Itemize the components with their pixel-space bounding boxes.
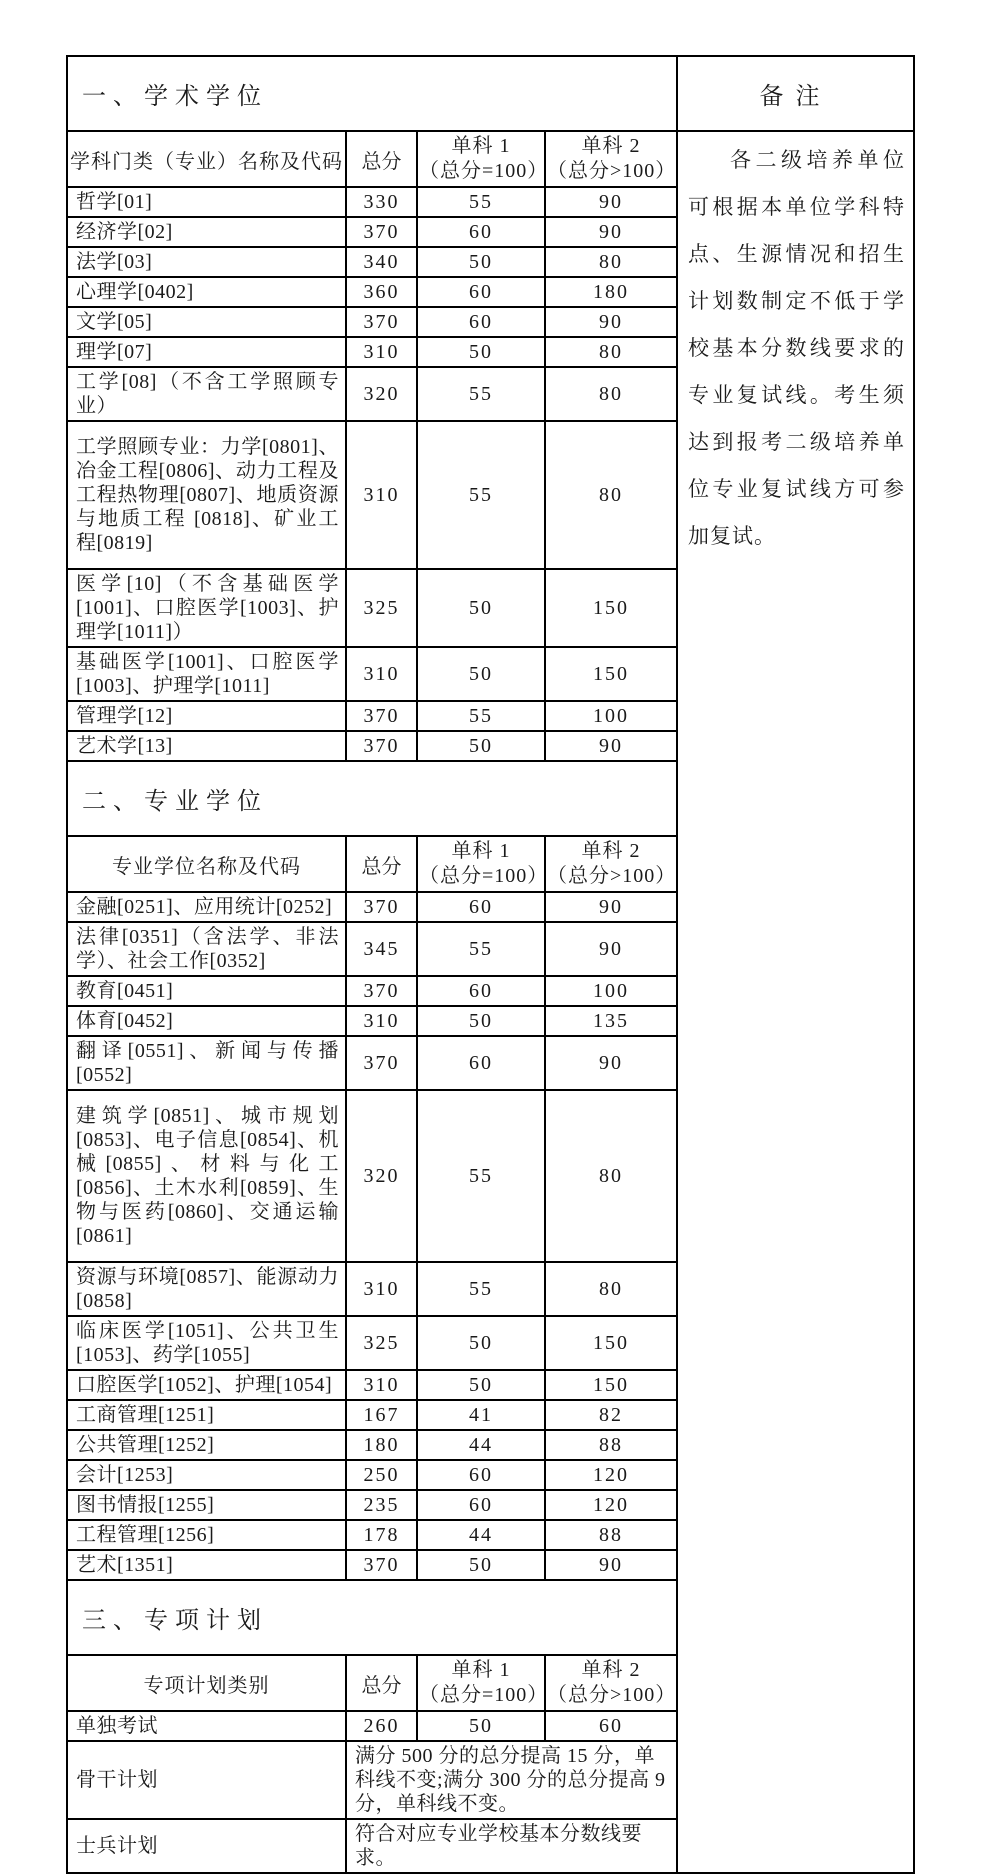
- total-score-cell: 360: [346, 277, 417, 307]
- subject-label-cell: 文学[05]: [68, 307, 346, 337]
- total-score-cell: 370: [346, 1550, 417, 1579]
- label-column-header: 学科门类（专业）名称及代码: [68, 132, 346, 187]
- total-column-header: 总分: [346, 1656, 417, 1711]
- sub1-score-cell: 60: [417, 277, 545, 307]
- table-row: [68, 1741, 676, 1819]
- table-row: [68, 892, 676, 922]
- subject-label-cell: 临床医学[1051]、公共卫生[1053]、药学[1055]: [68, 1316, 346, 1370]
- sub1-score-cell: 50: [417, 1006, 545, 1036]
- sub1-score-cell: 55: [417, 187, 545, 217]
- table-row: [68, 1711, 676, 1741]
- sub1-score-cell: 55: [417, 367, 545, 421]
- table-row: [68, 337, 676, 367]
- sub2-score-cell: 60: [545, 1711, 676, 1741]
- sub2-header-line1: 单科 2: [581, 840, 641, 862]
- subject-label-cell: 医学[10]（不含基础医学[1001]、口腔医学[1003]、护理学[1011]）: [68, 569, 346, 647]
- table-row: [68, 307, 676, 337]
- total-score-cell: 310: [346, 1262, 417, 1316]
- sub2-header-line2: （总分>100）: [547, 160, 677, 182]
- table-row: [68, 187, 676, 217]
- subject-label-cell: 图书情报[1255]: [68, 1490, 346, 1520]
- sub1-header-line1: 单科 1: [451, 135, 511, 157]
- table-header-row: [68, 1656, 676, 1711]
- sub2-header-line1: 单科 2: [581, 1659, 641, 1681]
- subject-label-cell: 资源与环境[0857]、能源动力[0858]: [68, 1262, 346, 1316]
- total-score-cell: 310: [346, 1370, 417, 1400]
- table-row: [68, 731, 676, 760]
- section-table-wrap: [68, 132, 676, 762]
- subject-label-cell: 会计[1253]: [68, 1460, 346, 1490]
- sub1-score-cell: 50: [417, 1711, 545, 1741]
- sub1-score-cell: 50: [417, 647, 545, 701]
- sub2-score-cell: 90: [545, 217, 676, 247]
- sub2-column-header: [545, 132, 676, 187]
- section: [68, 57, 676, 762]
- subject-label-cell: 工学[08]（不含工学照顾专业）: [68, 367, 346, 421]
- total-score-cell: 325: [346, 1316, 417, 1370]
- section: [68, 1581, 676, 1872]
- table-row: [68, 1090, 676, 1262]
- total-score-cell: 370: [346, 1036, 417, 1090]
- sub2-header-line1: 单科 2: [581, 135, 641, 157]
- sub2-score-cell: 100: [545, 976, 676, 1006]
- sub1-score-cell: 50: [417, 569, 545, 647]
- label-column-header: 专业学位名称及代码: [68, 837, 346, 892]
- total-score-cell: 167: [346, 1400, 417, 1430]
- sub2-score-cell: 90: [545, 1550, 676, 1579]
- total-score-cell: 310: [346, 647, 417, 701]
- total-score-cell: 310: [346, 421, 417, 569]
- subject-label-cell: 艺术[1351]: [68, 1550, 346, 1579]
- subject-label-cell: 士兵计划: [68, 1819, 346, 1872]
- subject-label-cell: 工程管理[1256]: [68, 1520, 346, 1550]
- sub2-score-cell: 90: [545, 731, 676, 760]
- sub2-score-cell: 90: [545, 1036, 676, 1090]
- section-title: 三、专项计划: [68, 1581, 676, 1656]
- sub2-score-cell: 90: [545, 187, 676, 217]
- table-row: [68, 1520, 676, 1550]
- sub1-score-cell: 55: [417, 421, 545, 569]
- subject-label-cell: 公共管理[1252]: [68, 1430, 346, 1460]
- subject-label-cell: 艺术学[13]: [68, 731, 346, 760]
- sub2-header-line2: （总分>100）: [547, 865, 677, 887]
- total-score-cell: 370: [346, 307, 417, 337]
- total-score-cell: 370: [346, 731, 417, 760]
- sub1-score-cell: 60: [417, 1460, 545, 1490]
- table-row: [68, 1460, 676, 1490]
- subject-label-cell: 法律[0351]（含法学、非法学）、社会工作[0352]: [68, 922, 346, 976]
- remarks-text: 各二级培养单位可根据本单位学科特点、生源情况和招生计划数制定不低于学校基本分数线要求的专业复试线。考生须达到报考二级培养单位专业复试线方可参加复试。: [688, 148, 905, 548]
- sub1-header-line2: （总分=100）: [419, 160, 549, 182]
- sub1-header-line1: 单科 1: [451, 1659, 511, 1681]
- sub1-score-cell: 60: [417, 1036, 545, 1090]
- sub2-score-cell: 88: [545, 1520, 676, 1550]
- table-header-row: [68, 132, 676, 187]
- sub1-score-cell: 60: [417, 976, 545, 1006]
- table-row: [68, 1262, 676, 1316]
- sub1-column-header: [417, 837, 549, 892]
- total-score-cell: 310: [346, 337, 417, 367]
- sub1-score-cell: 60: [417, 307, 545, 337]
- table-row: [68, 421, 676, 569]
- sub1-score-cell: 50: [417, 1316, 545, 1370]
- subject-label-cell: 教育[0451]: [68, 976, 346, 1006]
- table-row: [68, 1819, 676, 1872]
- score-table: [68, 132, 676, 760]
- total-column-header: 总分: [346, 132, 417, 187]
- table-row: [68, 367, 676, 421]
- total-score-cell: 370: [346, 701, 417, 731]
- subject-label-cell: 管理学[12]: [68, 701, 346, 731]
- subject-label-cell: 翻译[0551]、新闻与传播[0552]: [68, 1036, 346, 1090]
- sub2-score-cell: 90: [545, 307, 676, 337]
- total-score-cell: 235: [346, 1490, 417, 1520]
- total-score-cell: 370: [346, 976, 417, 1006]
- sub1-header-line2: （总分=100）: [419, 1684, 549, 1706]
- sub2-score-cell: 80: [545, 367, 676, 421]
- sub1-header-line2: （总分=100）: [419, 865, 549, 887]
- table-row: [68, 1316, 676, 1370]
- total-score-cell: 250: [346, 1460, 417, 1490]
- sub2-score-cell: 80: [545, 1090, 676, 1262]
- sub1-score-cell: 60: [417, 217, 545, 247]
- total-score-cell: 260: [346, 1711, 417, 1741]
- total-score-cell: 320: [346, 367, 417, 421]
- subject-label-cell: 金融[0251]、应用统计[0252]: [68, 892, 346, 922]
- subject-label-cell: 基础医学[1001]、口腔医学[1003]、护理学[1011]: [68, 647, 346, 701]
- total-score-cell: 320: [346, 1090, 417, 1262]
- table-row: [68, 1400, 676, 1430]
- subject-label-cell: 工学照顾专业：力学[0801]、冶金工程[0806]、动力工程及工程热物理[0807]、地质资源与地质工程 [0818]、矿业工程[0819]: [68, 421, 346, 569]
- label-column-header: 专项计划类别: [68, 1656, 346, 1711]
- total-score-cell: 340: [346, 247, 417, 277]
- sub2-score-cell: 180: [545, 277, 676, 307]
- sub2-column-header: [545, 1656, 676, 1711]
- total-score-cell: 325: [346, 569, 417, 647]
- subject-label-cell: 哲学[01]: [68, 187, 346, 217]
- sub1-column-header: [417, 132, 549, 187]
- total-score-cell: 310: [346, 1006, 417, 1036]
- sub2-score-cell: 80: [545, 421, 676, 569]
- sub2-score-cell: 80: [545, 1262, 676, 1316]
- table-row: [68, 976, 676, 1006]
- total-score-cell: 178: [346, 1520, 417, 1550]
- sub1-score-cell: 55: [417, 701, 545, 731]
- subject-label-cell: 口腔医学[1052]、护理[1054]: [68, 1370, 346, 1400]
- sub2-score-cell: 120: [545, 1490, 676, 1520]
- subject-label-cell: 工商管理[1251]: [68, 1400, 346, 1430]
- sub2-score-cell: 90: [545, 892, 676, 922]
- total-score-cell: 370: [346, 892, 417, 922]
- table-row: [68, 217, 676, 247]
- sub2-score-cell: 135: [545, 1006, 676, 1036]
- section-title: 二、专业学位: [68, 762, 676, 837]
- sub1-score-cell: 60: [417, 1490, 545, 1520]
- total-column-header: 总分: [346, 837, 417, 892]
- remarks-title: 备注: [678, 57, 913, 132]
- subject-label-cell: 骨干计划: [68, 1741, 346, 1819]
- sub1-score-cell: 55: [417, 922, 545, 976]
- sub2-score-cell: 120: [545, 1460, 676, 1490]
- remarks-column: [678, 57, 913, 1872]
- sub2-score-cell: 90: [545, 922, 676, 976]
- sub1-column-header: [417, 1656, 549, 1711]
- table-header-row: [68, 837, 676, 892]
- subject-label-cell: 单独考试: [68, 1711, 346, 1741]
- sub1-score-cell: 55: [417, 1262, 545, 1316]
- table-row: [68, 1370, 676, 1400]
- sub1-score-cell: 44: [417, 1430, 545, 1460]
- table-row: [68, 1430, 676, 1460]
- table-row: [68, 701, 676, 731]
- sub1-score-cell: 50: [417, 337, 545, 367]
- sub2-header-line2: （总分>100）: [547, 1684, 677, 1706]
- total-score-cell: 180: [346, 1430, 417, 1460]
- total-score-cell: 370: [346, 217, 417, 247]
- section: [68, 762, 676, 1581]
- table-row: [68, 1550, 676, 1579]
- sub2-score-cell: 150: [545, 1370, 676, 1400]
- subject-label-cell: 心理学[0402]: [68, 277, 346, 307]
- merged-note-cell: 符合对应专业学校基本分数线要求。: [346, 1819, 676, 1872]
- sub1-header-line1: 单科 1: [451, 840, 511, 862]
- sub2-score-cell: 80: [545, 247, 676, 277]
- total-score-cell: 345: [346, 922, 417, 976]
- table-row: [68, 1036, 676, 1090]
- sub1-score-cell: 44: [417, 1520, 545, 1550]
- sub2-score-cell: 150: [545, 1316, 676, 1370]
- table-row: [68, 1490, 676, 1520]
- score-lines-document: [66, 55, 915, 1874]
- sub1-score-cell: 50: [417, 731, 545, 760]
- score-table: [68, 837, 676, 1579]
- sub2-score-cell: 80: [545, 337, 676, 367]
- sub2-score-cell: 82: [545, 1400, 676, 1430]
- sub1-score-cell: 60: [417, 892, 545, 922]
- sub2-score-cell: 88: [545, 1430, 676, 1460]
- sub2-column-header: [545, 837, 676, 892]
- section-table-wrap: [68, 1656, 676, 1872]
- section-title: 一、学术学位: [68, 57, 676, 132]
- score-table: [68, 1656, 676, 1872]
- sub1-score-cell: 50: [417, 247, 545, 277]
- merged-note-cell: 满分 500 分的总分提高 15 分，单科线不变;满分 300 分的总分提高 9 分，单科线不变。: [346, 1741, 676, 1819]
- subject-label-cell: 建筑学[0851]、城市规划[0853]、电子信息[0854]、机械[0855]、材料与化工[0856]、土木水利[0859]、生物与医药[0860]、交通运输[0861]: [68, 1090, 346, 1262]
- sub1-score-cell: 41: [417, 1400, 545, 1430]
- sub1-score-cell: 55: [417, 1090, 545, 1262]
- sub2-score-cell: 100: [545, 701, 676, 731]
- total-score-cell: 330: [346, 187, 417, 217]
- table-row: [68, 569, 676, 647]
- subject-label-cell: 理学[07]: [68, 337, 346, 367]
- score-sections: [68, 57, 678, 1872]
- subject-label-cell: 经济学[02]: [68, 217, 346, 247]
- sub1-score-cell: 50: [417, 1370, 545, 1400]
- sub2-score-cell: 150: [545, 647, 676, 701]
- table-row: [68, 922, 676, 976]
- section-table-wrap: [68, 837, 676, 1581]
- table-row: [68, 1006, 676, 1036]
- subject-label-cell: 法学[03]: [68, 247, 346, 277]
- subject-label-cell: 体育[0452]: [68, 1006, 346, 1036]
- table-row: [68, 247, 676, 277]
- table-row: [68, 277, 676, 307]
- table-row: [68, 647, 676, 701]
- sub2-score-cell: 150: [545, 569, 676, 647]
- sub1-score-cell: 50: [417, 1550, 545, 1579]
